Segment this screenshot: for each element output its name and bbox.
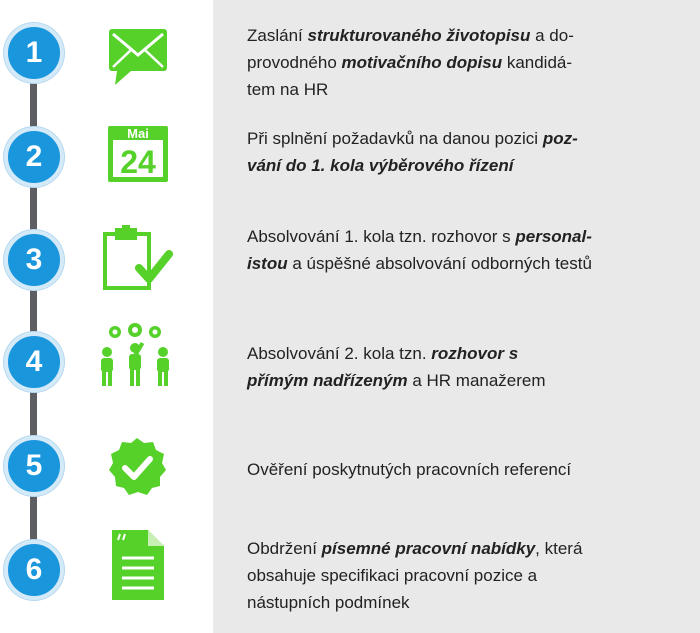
step-4-circle: 4	[4, 332, 64, 392]
step-5-text: Ověření poskytnutých pracovních referencí	[247, 460, 572, 479]
document-icon	[110, 528, 166, 602]
calendar-day: 24	[120, 144, 156, 180]
calendar-icon	[107, 125, 169, 183]
step-5-circle: 5	[4, 436, 64, 496]
step-2-text: Při splnění požadavků na danou pozici poz- vání do 1. kola výběrového řízení	[247, 129, 578, 175]
step-3-text: Absolvování 1. kola tzn. rozhovor s personal- istou a úspěšné absolvování odborných testů	[247, 227, 592, 273]
step-3-circle: 3	[4, 230, 64, 290]
check-badge-icon	[107, 437, 167, 497]
team-gears-icon	[97, 322, 175, 388]
clipboard-check-icon	[101, 224, 173, 294]
step-2-circle: 2	[4, 127, 64, 187]
step-1-text: Zaslání strukturovaného životopisu a do- provodného motivačního dopisu kandidá- tem na HR	[247, 26, 574, 99]
step-6-text: Obdržení písemné pracovní nabídky, která obsahuje specifikaci pracovní pozice a nástupních podmínek	[247, 539, 583, 612]
step-4-text: Absolvování 2. kola tzn. rozhovor s přímým nadřízeným a HR manažerem	[247, 344, 546, 390]
calendar-month: Mai	[127, 126, 149, 141]
step-1-circle: 1	[4, 23, 64, 83]
step-6-circle: 6	[4, 540, 64, 600]
envelope-icon	[107, 27, 171, 89]
